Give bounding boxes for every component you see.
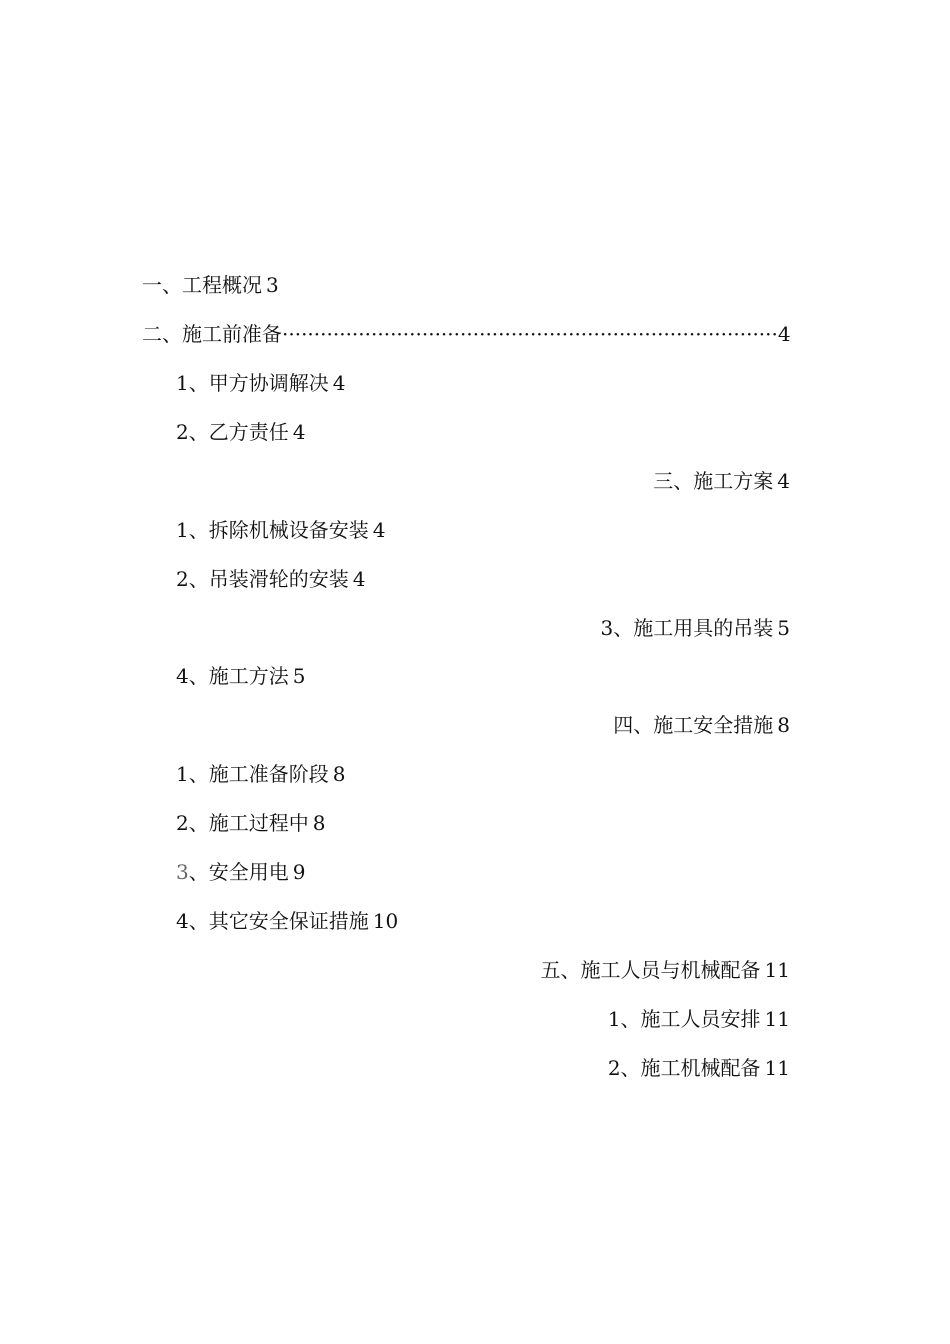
toc-entry-pulley[interactable] xyxy=(176,565,365,593)
toc-entry-title: 2、施工过程中 xyxy=(176,811,309,835)
toc-entry-page: 8 xyxy=(332,762,346,786)
toc-entry-title: 一、工程概况 xyxy=(142,273,262,297)
toc-entry-title: 3、施工用具的吊装 xyxy=(600,616,774,640)
toc-entry-construction-plan[interactable] xyxy=(653,467,790,495)
toc-entry-title: 2、吊装滑轮的安装 xyxy=(176,567,349,591)
toc-entry-overview[interactable] xyxy=(142,271,279,299)
toc-entry-page: 4 xyxy=(777,469,790,493)
toc-entry-prep-stage[interactable] xyxy=(176,760,345,788)
toc-entry-page: 11 xyxy=(764,1056,790,1080)
toc-entry-page: 4 xyxy=(352,567,366,591)
toc-entry-page: 4 xyxy=(292,420,306,444)
toc-entry-title: 五、施工人员与机械配备 xyxy=(540,958,761,982)
toc-entry-page: 8 xyxy=(312,811,326,835)
toc-entry-title: 4、其它安全保证措施 xyxy=(176,909,369,933)
toc-entry-title: 2、施工机械配备 xyxy=(607,1056,761,1080)
toc-entry-electricity[interactable] xyxy=(176,858,305,886)
toc-entry-staff[interactable] xyxy=(608,1005,790,1033)
toc-entry-page: 4 xyxy=(777,322,791,346)
toc-entry-title: 1、甲方协调解决 xyxy=(176,371,329,395)
toc-entry-safety[interactable] xyxy=(613,711,790,739)
toc-entry-title: 、安全用电 xyxy=(188,860,289,884)
toc-entry-number: 3 xyxy=(176,860,189,884)
toc-entry-machinery[interactable] xyxy=(608,1054,790,1082)
toc-entry-dismantling[interactable] xyxy=(176,516,385,544)
toc-entry-page: 10 xyxy=(372,909,399,933)
toc-entry-title: 四、施工安全措施 xyxy=(613,713,774,737)
toc-entry-page: 4 xyxy=(332,371,346,395)
toc-entry-page: 5 xyxy=(292,664,306,688)
toc-entry-page: 11 xyxy=(764,958,790,982)
toc-entry-staff-machinery[interactable] xyxy=(541,956,790,984)
toc-entry-title: 4、施工方法 xyxy=(176,664,289,688)
toc-entry-party-a[interactable] xyxy=(176,369,345,397)
toc-entry-title: 二、施工前准备 xyxy=(142,322,282,346)
toc-entry-title: 1、施工准备阶段 xyxy=(176,762,329,786)
toc-entry-page: 4 xyxy=(372,518,386,542)
toc-entry-tool-hoisting[interactable] xyxy=(601,614,790,642)
toc-entry-page: 5 xyxy=(777,616,790,640)
toc-dot-leader: ·············································································· xyxy=(282,322,778,346)
toc-entry-title: 1、施工人员安排 xyxy=(607,1007,761,1031)
toc-entry-party-b[interactable] xyxy=(176,418,305,446)
toc-entry-title: 2、乙方责任 xyxy=(176,420,289,444)
toc-entry-page: 8 xyxy=(777,713,790,737)
toc-entry-in-process[interactable] xyxy=(176,809,325,837)
toc-entry-page: 11 xyxy=(764,1007,790,1031)
toc-entry-other-safety[interactable] xyxy=(176,907,398,935)
toc-entry-title: 三、施工方案 xyxy=(653,469,774,493)
toc-entry-page: 9 xyxy=(292,860,306,884)
toc-entry-title: 1、拆除机械设备安装 xyxy=(176,518,369,542)
toc-entry-method[interactable] xyxy=(176,662,305,690)
toc-entry-preparation[interactable] xyxy=(142,320,791,348)
toc-entry-page: 3 xyxy=(266,273,279,297)
